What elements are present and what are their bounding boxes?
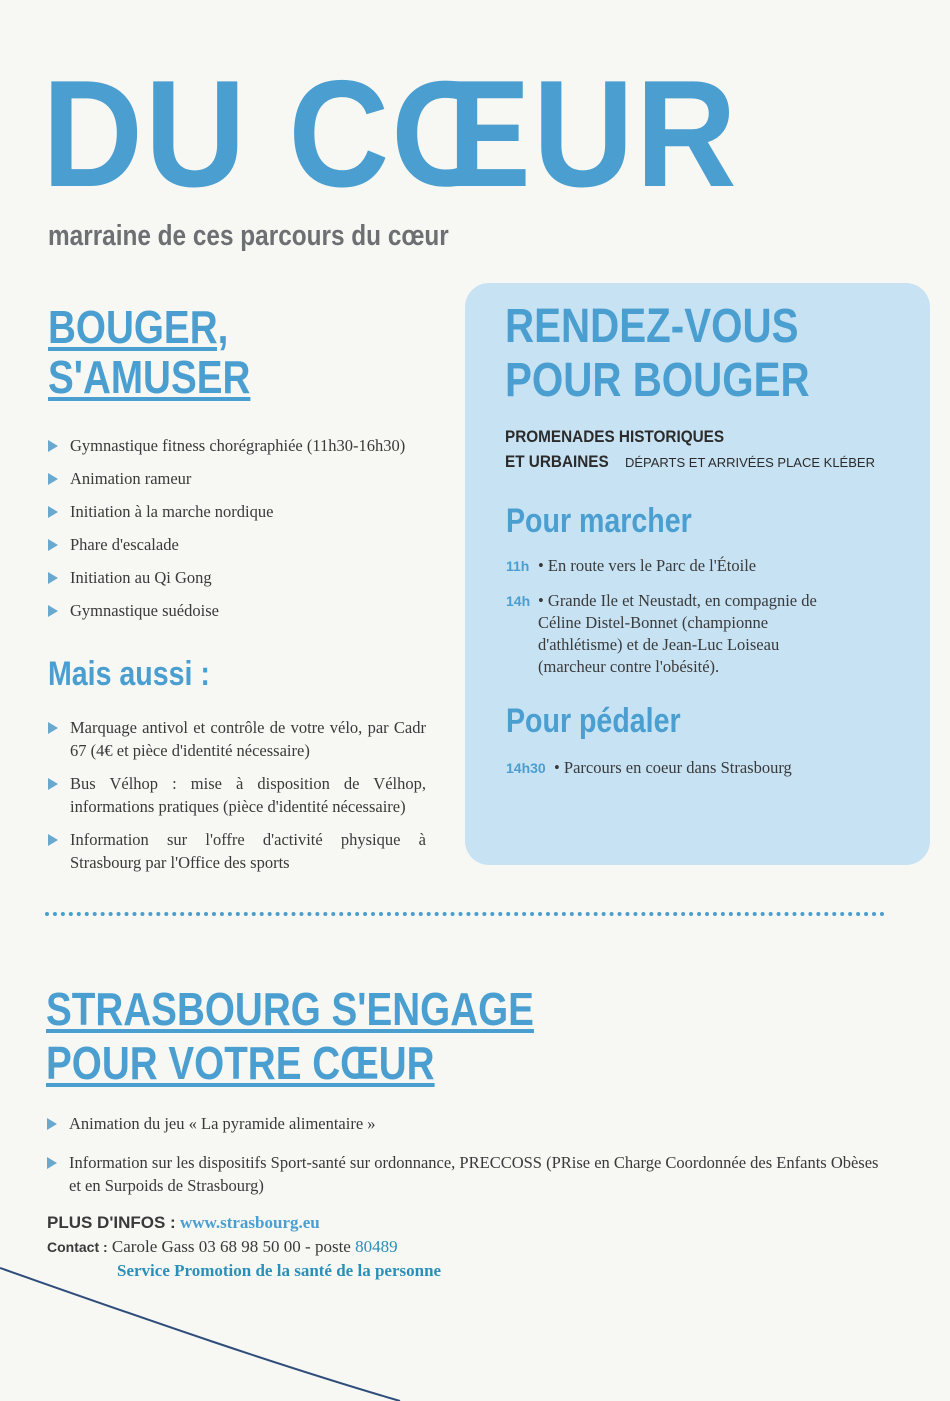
schedule-item — [506, 590, 846, 678]
curve-line — [0, 1268, 400, 1401]
triangle-bullet-icon — [48, 473, 58, 485]
triangle-bullet-icon — [48, 440, 58, 452]
list-item: Marquage antivol et contrôle de votre vélo, par Cadr 67 (4€ et pièce d'identité nécessaire) — [48, 716, 426, 762]
list-item: Initiation à la marche nordique — [48, 500, 448, 523]
triangle-bullet-icon — [48, 506, 58, 518]
bouger-heading — [48, 302, 250, 402]
page-subtitle: marraine de ces parcours du cœur — [48, 220, 449, 252]
list-item: Gymnastique suédoise — [48, 599, 448, 622]
contact-phone: 03 68 98 50 00 — [198, 1237, 301, 1256]
rendezvous-heading — [505, 300, 810, 408]
list-item: Animation du jeu « La pyramide alimentaire » — [47, 1112, 892, 1135]
list-item: Initiation au Qi Gong — [48, 566, 448, 589]
triangle-bullet-icon — [48, 605, 58, 617]
contact-label: Contact : — [47, 1239, 108, 1255]
rendezvous-heading-line1: RENDEZ-VOUS — [505, 300, 799, 353]
triangle-bullet-icon — [48, 834, 58, 846]
triangle-bullet-icon — [48, 572, 58, 584]
poste-label: - poste — [305, 1237, 351, 1256]
bouger-heading-line2: S'AMUSER — [48, 351, 251, 403]
schedule-item — [506, 555, 846, 577]
dotted-divider — [45, 912, 885, 922]
pedaler-heading: Pour pédaler — [506, 702, 681, 740]
decorative-curve — [0, 1250, 420, 1401]
rendezvous-heading-line2: POUR BOUGER — [505, 354, 810, 407]
strasbourg-heading — [46, 982, 534, 1090]
list-item: Information sur l'offre d'activité physique à Strasbourg par l'Office des sports — [48, 828, 426, 874]
schedule-item — [506, 757, 866, 779]
bouger-heading-line1: BOUGER, — [48, 301, 229, 353]
website-link[interactable]: www.strasbourg.eu — [179, 1213, 320, 1232]
list-item: Phare d'escalade — [48, 533, 448, 556]
triangle-bullet-icon — [48, 778, 58, 790]
strasbourg-heading-line2: POUR VOTRE CŒUR — [46, 1037, 435, 1089]
triangle-bullet-icon — [47, 1118, 57, 1130]
infos-label: PLUS D'INFOS : — [47, 1213, 176, 1232]
list-item: Bus Vélhop : mise à disposition de Vélhop, informations pratiques (pièce d'identité nécessaire) — [48, 772, 426, 818]
list-item: Information sur les dispositifs Sport-santé sur ordonnance, PRECCOSS (PRise en Charge Coordonnée des Enfants Obèses et en Surpoids de Strasbourg) — [47, 1151, 892, 1197]
list-item: Animation rameur — [48, 467, 448, 490]
contact-name: Carole Gass — [111, 1237, 195, 1256]
promenades-label — [505, 424, 875, 475]
promenades-line2: ET URBAINES — [505, 452, 609, 471]
schedule-time: 14h — [506, 593, 531, 609]
mais-aussi-list — [48, 716, 426, 884]
poste-number: 80489 — [355, 1237, 398, 1256]
strasbourg-heading-line1: STRASBOURG S'ENGAGE — [46, 983, 534, 1035]
schedule-text: • Grande Ile et Neustadt, en compagnie de Céline Distel-Bonnet (championne d'athlétisme) et de Jean-Luc Loiseau (marcheur contre l'obésité). — [538, 591, 817, 676]
bouger-list — [48, 434, 448, 632]
schedule-text: • En route vers le Parc de l'Étoile — [538, 556, 757, 575]
triangle-bullet-icon — [47, 1157, 57, 1169]
schedule-time: 11h — [506, 558, 530, 574]
promenades-line1: PROMENADES HISTORIQUES — [505, 427, 725, 446]
mais-aussi-heading: Mais aussi : — [48, 655, 210, 693]
marcher-heading: Pour marcher — [506, 502, 692, 540]
strasbourg-list — [47, 1112, 892, 1207]
schedule-text: • Parcours en coeur dans Strasbourg — [554, 758, 792, 777]
list-item: Gymnastique fitness chorégraphiée (11h30-16h30) — [48, 434, 448, 457]
triangle-bullet-icon — [48, 722, 58, 734]
page-title: DU CŒUR — [42, 49, 739, 219]
service-name: Service Promotion de la santé de la personne — [117, 1261, 442, 1280]
triangle-bullet-icon — [48, 539, 58, 551]
schedule-time: 14h30 — [506, 760, 546, 776]
promenades-note: DÉPARTS ET ARRIVÉES PLACE KLÉBER — [624, 455, 875, 470]
